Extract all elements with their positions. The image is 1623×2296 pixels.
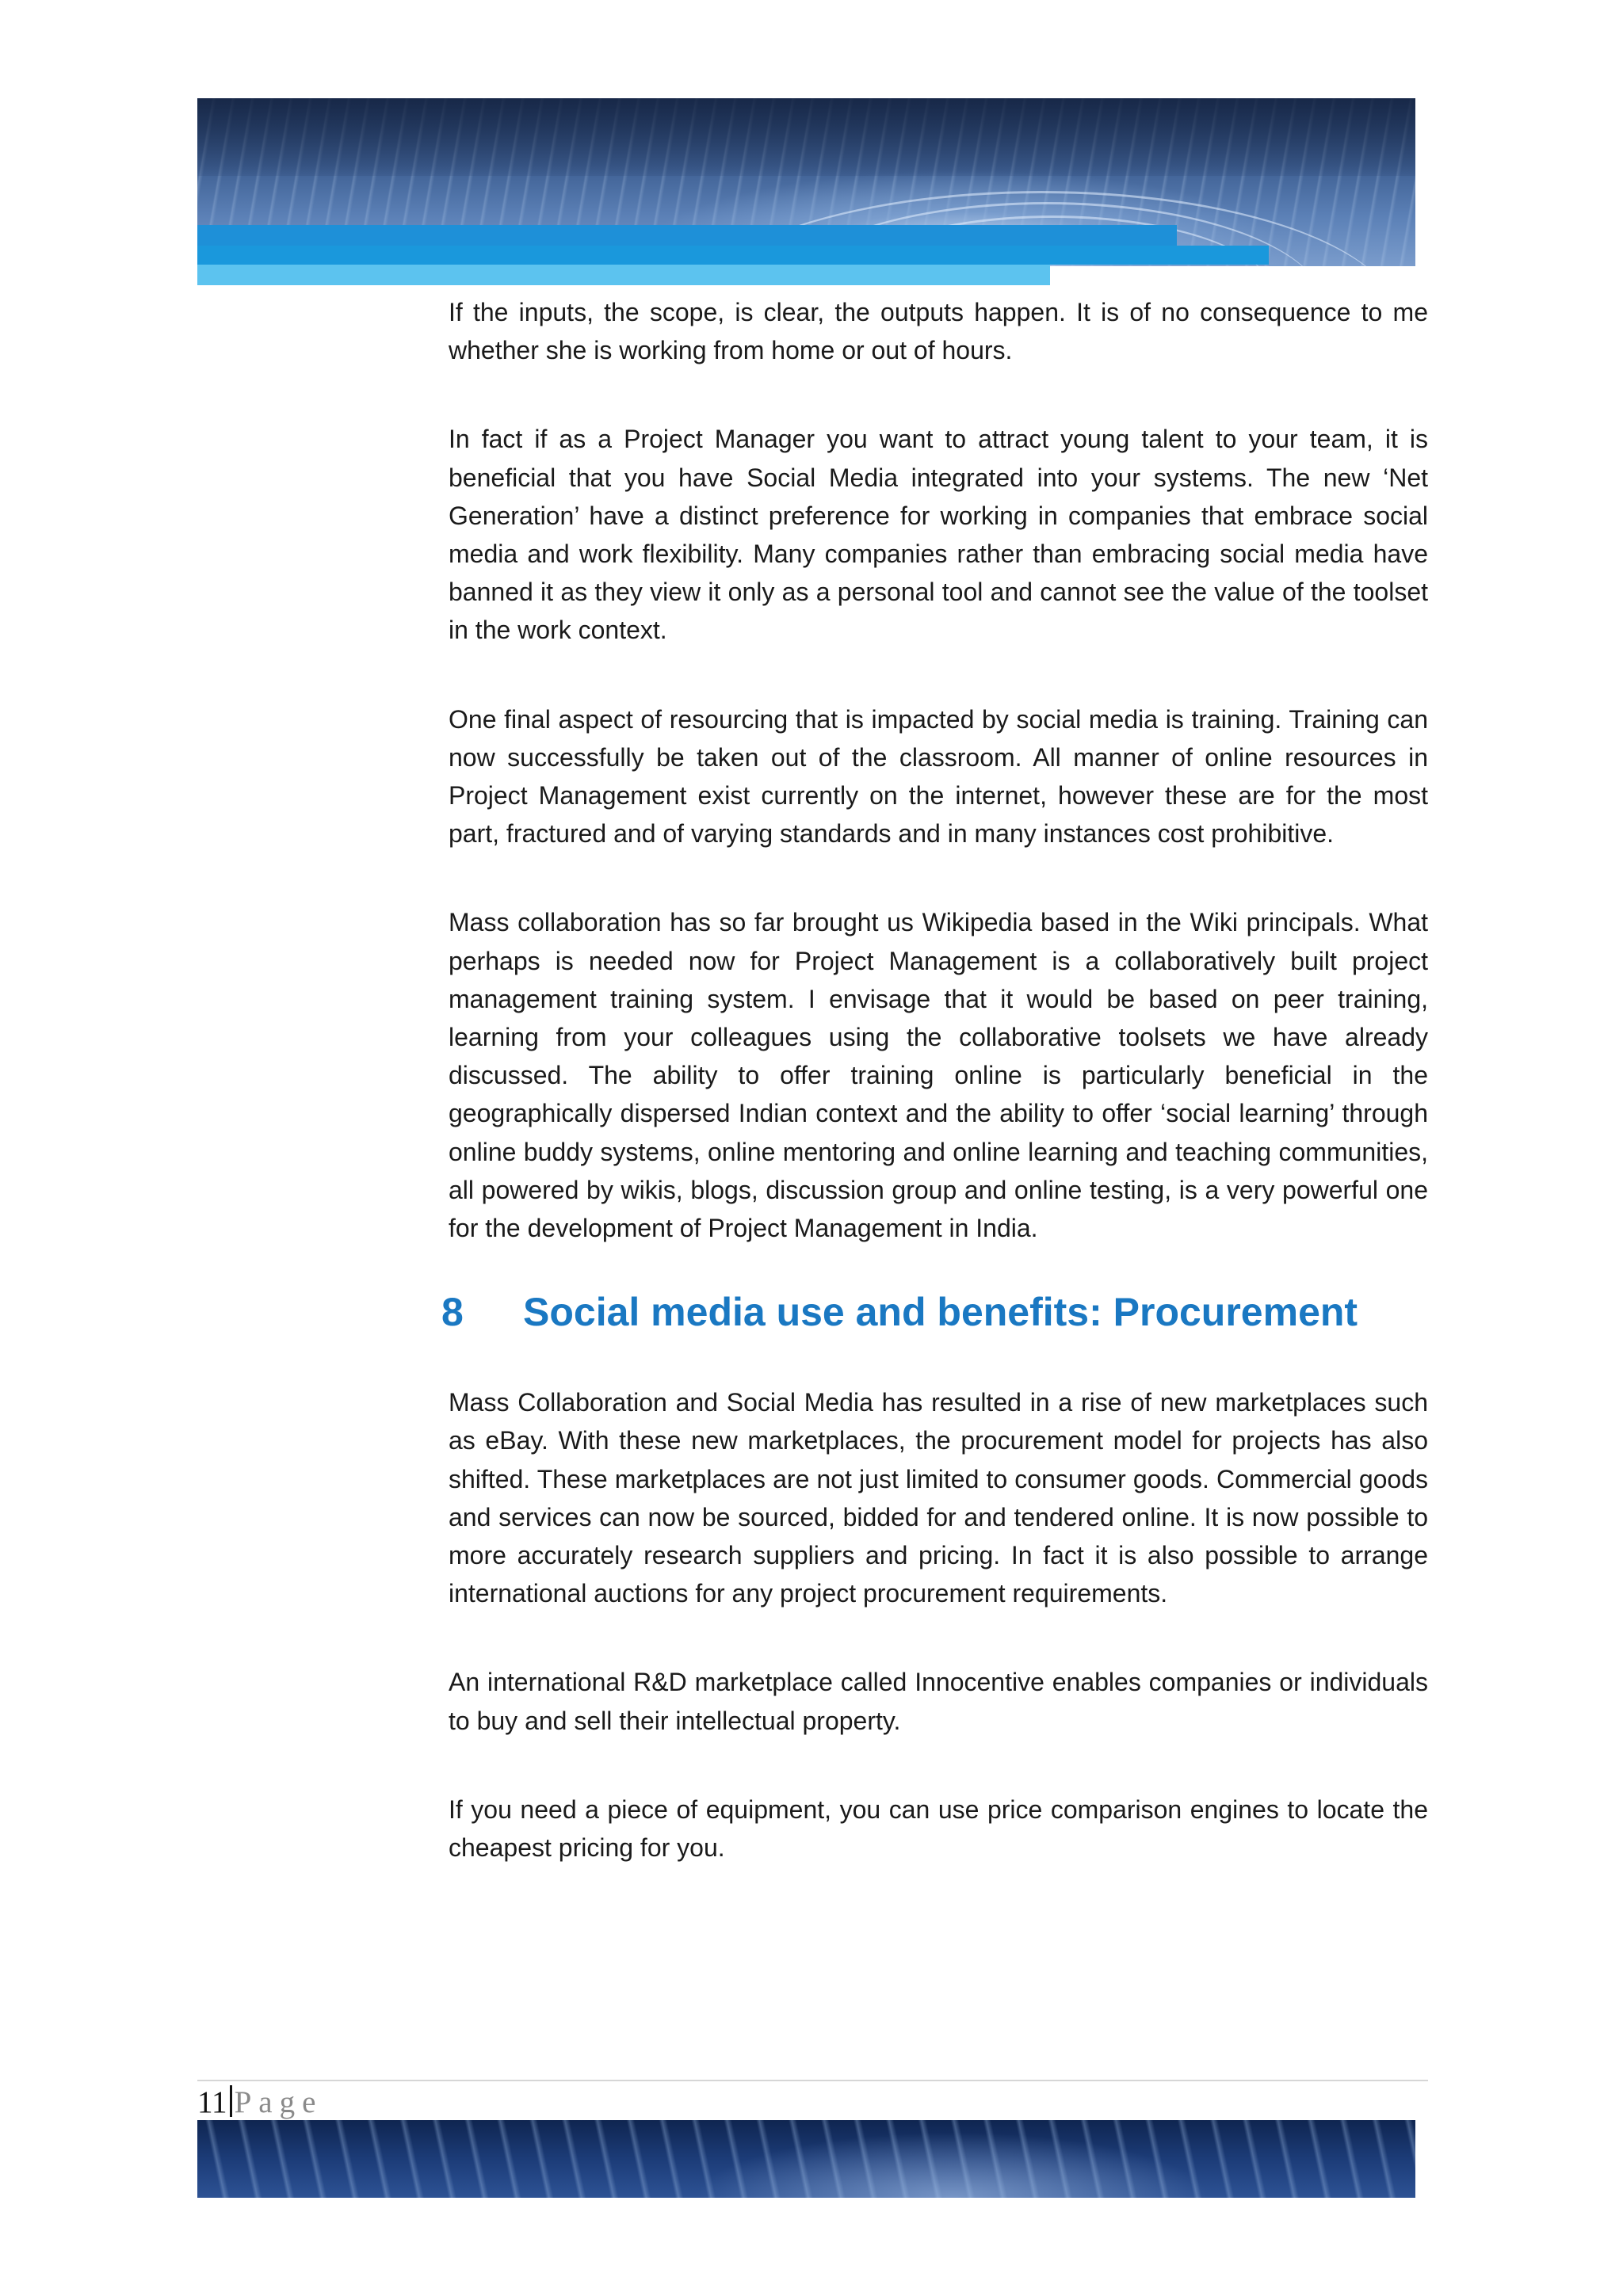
paragraph: Mass Collaboration and Social Media has resulted in a rise of new marketplaces such as eBay. With these new marketplaces, the procurement model for projects has also shifted. These marketplaces are not just limited to consumer goods. Commercial goods and services can now be sourced, bidded for and tendered online. It is now possible to more accurately research suppliers and pricing. In fact it is also possible to arrange international auctions for any project procurement requirements.: [449, 1388, 1428, 1608]
header-stripe-mid: [197, 246, 1269, 265]
paragraph-gap: [449, 852, 1428, 903]
page-number: 11: [197, 2085, 227, 2119]
section-title: Social media use and benefits: Procurement: [523, 1290, 1358, 1335]
paragraph: Mass collaboration has so far brought us Wikipedia based in the Wiki principals. What perhaps is needed now for Project Management is a collaboratively built project management training system. I envisage that it would be based on peer training, learning from your colleagues using the collaborative toolsets we have already discussed. The ability to offer training online is particularly beneficial in the geographically dispersed Indian context and the ability to offer ‘social learning’ through online buddy systems, online mentoring and online learning and teaching communities, all powered by wikis, blogs, discussion group and online testing, is a very powerful one for the development of Project Management in India.: [449, 908, 1428, 1243]
paragraph-gap: [449, 1612, 1428, 1663]
section-number: 8: [441, 1290, 464, 1335]
page-separator-bar: [230, 2085, 232, 2117]
paragraph: If you need a piece of equipment, you can use price comparison engines to locate the cheapest pricing for you.: [449, 1794, 1428, 1863]
footer-banner-image: [197, 2120, 1415, 2198]
header-stripe-dark: [197, 225, 1177, 246]
tunnel-ceiling-shading: [197, 98, 1415, 176]
paragraph: If the inputs, the scope, is clear, the outputs happen. It is of no consequence to me whether she is working from home or out of hours.: [449, 298, 1428, 365]
page-content: [441, 293, 1428, 1867]
page-word: Page: [234, 2085, 323, 2119]
section-heading: [441, 1288, 1428, 1336]
header-stripe-light: [197, 265, 1050, 285]
paragraph: In fact if as a Project Manager you want to attract young talent to your team, it is beneficial that you have Social Media integrated into your systems. The new ‘Net Generation’ have a distinct preference for working in companies that embrace social media and work flexibility. Many companies rather than embracing social media have banned it as they view it only as a personal tool and cannot see the value of the toolset in the work context.: [449, 425, 1428, 645]
paragraph-gap: [449, 650, 1428, 700]
page-number-label: [197, 2085, 323, 2120]
footer-divider: [197, 2080, 1428, 2081]
paragraph-gap: [449, 1740, 1428, 1791]
paragraph: One final aspect of resourcing that is impacted by social media is training. Training can now successfully be taken out of the classroom. All manner of online resources in Project Management exist currently on the internet, however these are for the most part, fractured and of varying standards and in many instances cost prohibitive.: [449, 704, 1428, 849]
paragraph: An international R&D marketplace called Innocentive enables companies or individuals to buy and sell their intellectual property.: [449, 1668, 1428, 1735]
paragraph-gap: [449, 369, 1428, 420]
